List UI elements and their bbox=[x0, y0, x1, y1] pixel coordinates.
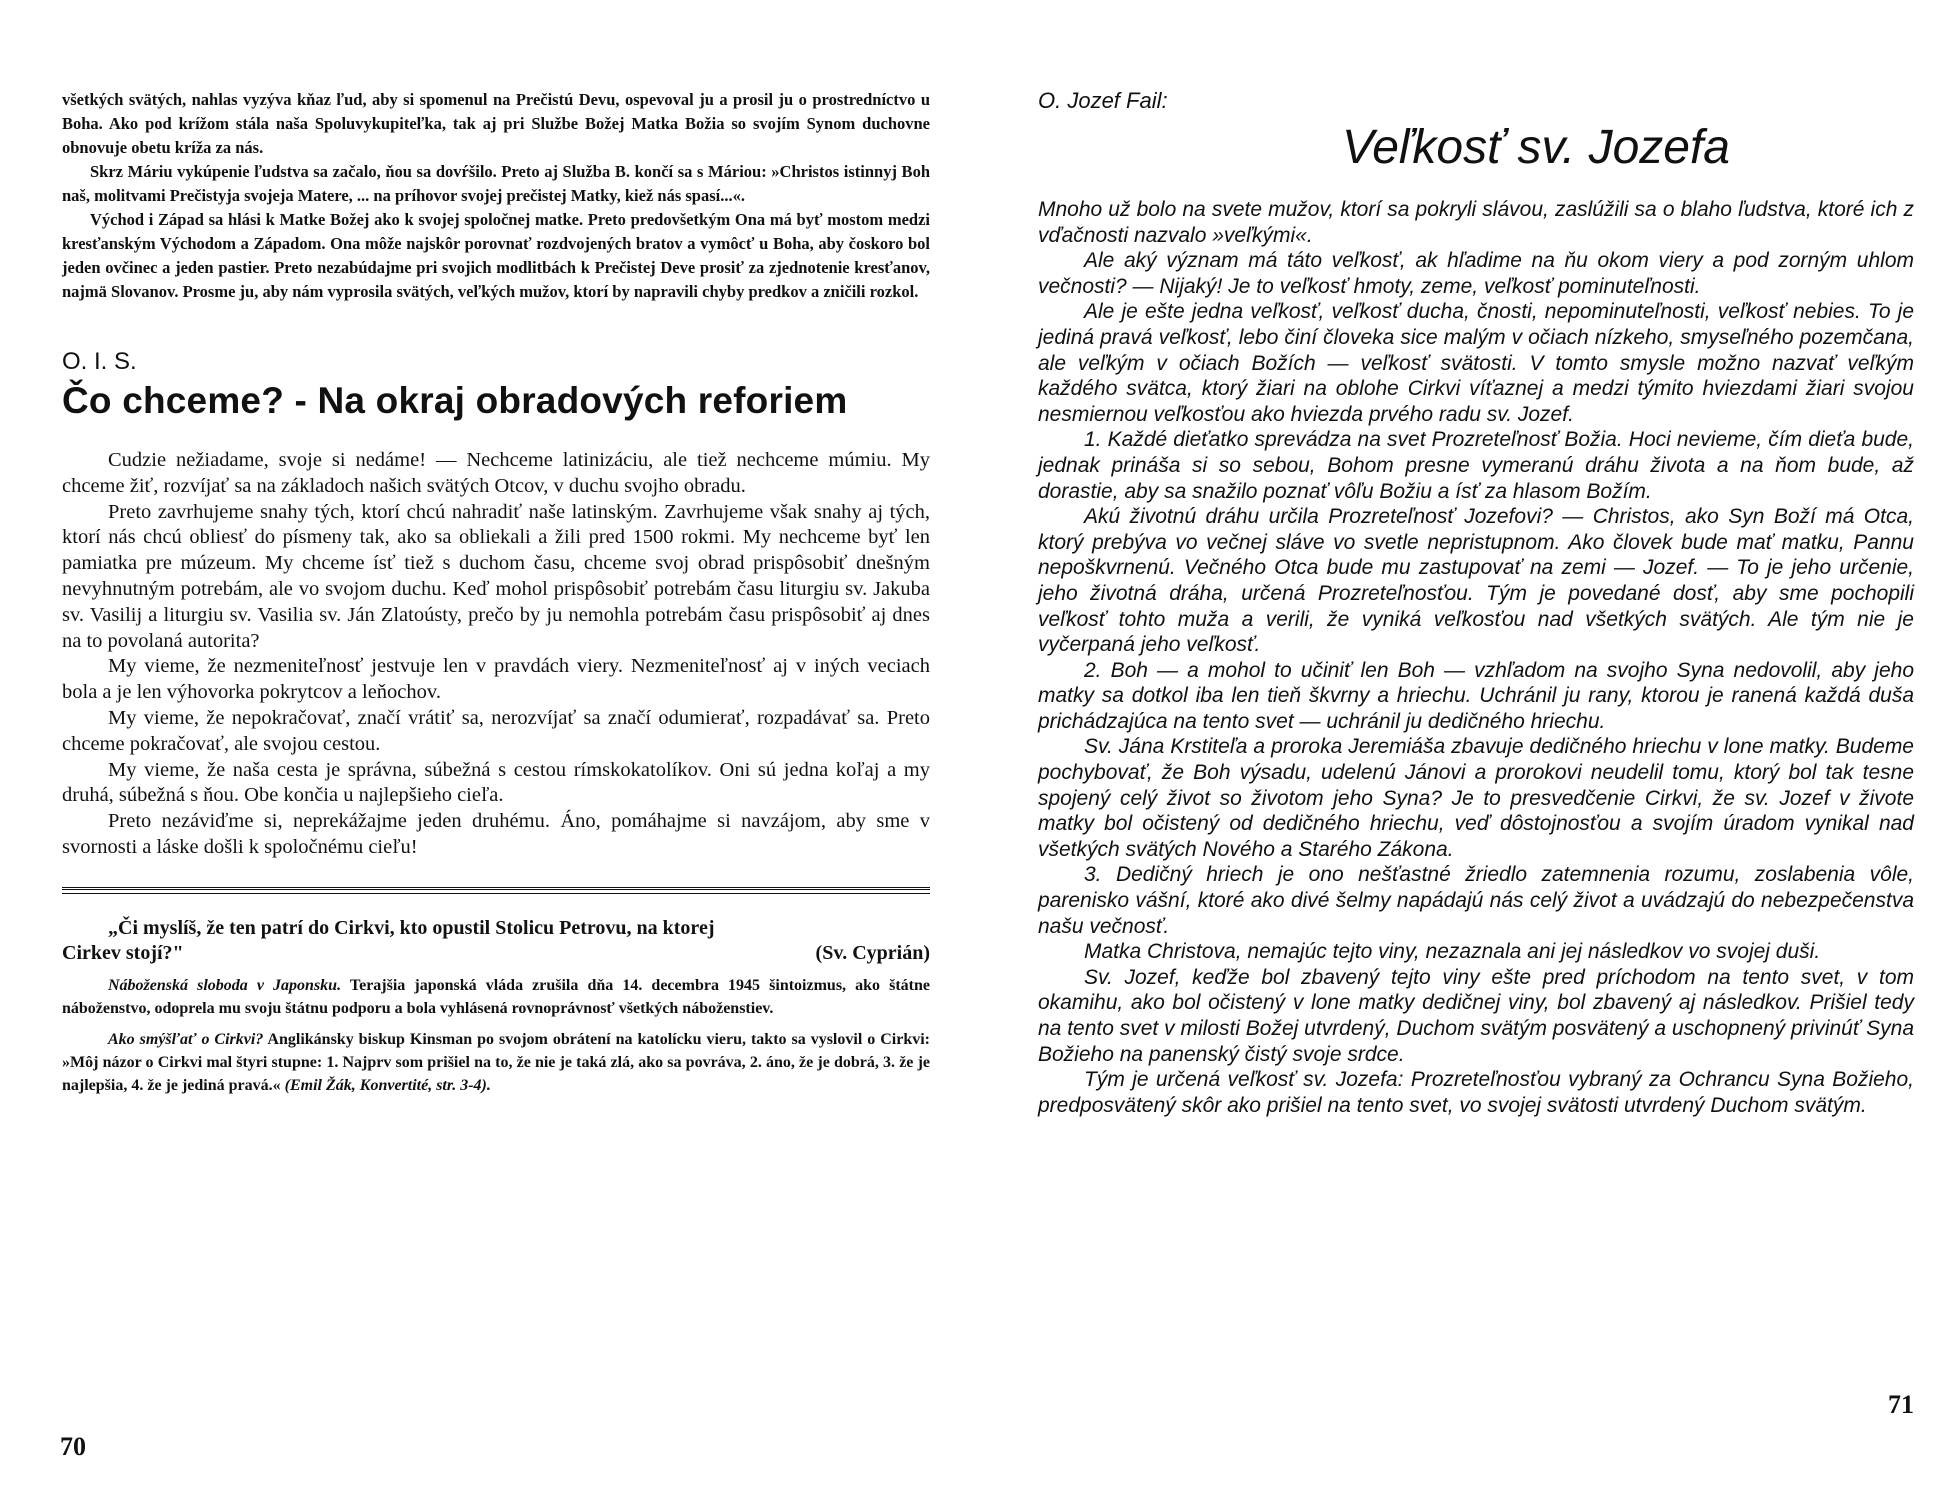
paragraph: 3. Dedičný hriech je ono nešťastné žriedlo zatemnenia rozumu, zoslabenia vôle, parenisko vášní, ktoré ako divé šelmy napádajú nás celý život a uvádzajú do nebezpečenstva našu večnosť. bbox=[1038, 863, 1914, 938]
quote-last-line bbox=[62, 941, 930, 966]
paragraph: všetkých svätých, nahlas vyzýva kňaz ľud, aby si spomenul na Prečistú Devu, ospevoval ju a prosil ju o prostredníctvo u Boha. Ako pod krížom stála naša Spoluvykupiteľka, tak aj pri Službe Božej Matka Božia so svojím Synom duchovne obnovuje obetu kríža za nás. bbox=[62, 90, 930, 157]
paragraph: Skrz Máriu vykúpenie ľudstva sa začalo, ňou sa dovŕšilo. Preto aj Služba B. končí sa s Máriou: »Christos istinnyj Boh naš, molitvami Prečistyja svojeja Matere, ... na príhovor svojej prečistej Matky, kiež nás spasí...«. bbox=[62, 162, 930, 205]
article-body bbox=[1038, 197, 1914, 1118]
paragraph: Matka Christova, nemajúc tejto viny, nezaznala ani jej následkov vo svojej duši. bbox=[1084, 940, 1821, 964]
paragraph: 1. Každé dieťatko sprevádza na svet Prozreteľnosť Božia. Hoci nevieme, čím dieťa bude, jednak prináša si so sebou, Bohom presne vymeranú dráhu života a na ňom bude, až dorastie, aby sa snažilo poznať vôľu Božiu a ísť za hlasom Božím. bbox=[1038, 428, 1914, 503]
paragraph: Akú životnú dráhu určila Prozreteľnosť Jozefovi? — Christos, ako Syn Boží má Otca, ktorý prebýva vo večnej sláve vo svetle nepristupnom. Ako človek bude mať matku, Pannu nepoškvrnenú. Večného Otca bude mu zastupovať na zemi — Jozef. — To je jeho určenie, jeho životná dráha, určená Prozreteľnosťou. Tým je povedané dosť, aby sme pochopili veľkosť tohto muža a verili, že vyniká veľkosťou nad všetkých svätých. Ale tým nie je vyčerpaná jeho veľkosť. bbox=[1038, 505, 1914, 657]
quote-source: (Sv. Cyprián) bbox=[815, 941, 930, 964]
paragraph: Ale aký význam má táto veľkosť, ak hľadime na ňu okom viery a pod zorným uhlom večnosti? — Nijaký! Je to veľkosť hmoty, zeme, veľkosť pominuteľnosti. bbox=[1038, 249, 1914, 298]
quote-end: Cirkev stojí?" bbox=[62, 941, 184, 964]
quote-block bbox=[62, 916, 930, 966]
page-number: 70 bbox=[60, 1432, 86, 1461]
article-headline: Čo chceme? - Na okraj obradových reforiem bbox=[62, 380, 848, 421]
paragraph: Preto nezáviďme si, neprekážajme jeden druhému. Áno, pomáhajme si navzájom, aby sme v svornosti a láske došli k spoločnému cieľu! bbox=[62, 810, 930, 858]
right-page bbox=[1010, 0, 1954, 1500]
paragraph: Mnoho už bolo na svete mužov, ktorí sa pokryli slávou, zaslúžili sa o blaho ľudstva, ktoré ich z vďačnosti nazvalo »veľkými«. bbox=[1038, 198, 1914, 247]
paragraph: Cudzie nežiadame, svoje si nedáme! — Nechceme latinizáciu, ale tiež nechceme múmiu. My chceme žiť, rozvíjať sa na základoch našich svätých Otcov, v duchu svojho obradu. bbox=[62, 449, 930, 497]
paragraph: Sv. Jána Krstiteľa a proroka Jeremiáša zbavuje dedičného hriechu v lone matky. Budeme pochybovať, že Boh výsadu, udelenú Jánovi a prorokovi neudelil tomu, ktorý bol tak tesne spojený celý život so životom jeho Syna? Je to presvedčenie Cirkvi, že sv. Jozef v živote matky bol očistený od dedičného hriechu, veď dôstojnosťou a svojím úradom vynikal nad všetkých svätých Nového a Starého Zákona. bbox=[1038, 735, 1914, 861]
paragraph: Sv. Jozef, keďže bol zbavený tejto viny ešte pred príchodom na tento svet, v tom okamihu, ako bol očistený v lone matky dedičnej viny, bol zbavený aj následkov. Prišiel tedy na tento svet v milosti Božej utvrdený, Duchom svätým posvätený a uschopnený privinúť Syna Božieho na panenský čistý svoje srdce. bbox=[1038, 965, 1914, 1066]
paragraph: My vieme, že naša cesta je správna, súbežná s cestou rímskokatolíkov. Oni sú jedna koľaj a my druhá, súbežná s ňou. Obe končia u najlepšieho cieľa. bbox=[62, 758, 930, 807]
article-author: O. I. S. bbox=[62, 348, 137, 375]
paragraph: Preto zavrhujeme snahy tých, ktorí chcú nahradiť naše latinským. Zavrhujeme však snahy aj tých, ktorí nás chcú obliesť do písmeny tak, ako sa obliekali a žili pred 1500 rokmi. My nechceme byť len pamiatka pre múzeum. My chceme ísť tiež s duchom času, chceme svoj obrad prispôsobiť dnešným nevyhnutným potrebám, ale vo svojom duchu. Keď mohol prispôsobiť potrebám času liturgiu sv. Jakuba sv. Vasilij a liturgiu sv. Vasilia sv. Ján Zlatoústy, prečo by ju nemohla potrebám času prispôsobiť aj dnes na to povolaná autorita? bbox=[62, 500, 930, 652]
paragraph: Tým je určená veľkosť sv. Jozefa: Prozreteľnosťou vybraný za Ochrancu Syna Božieho, predposvätený skôr ako prišiel na tento svet, vo svojej svätosti utvrdený Duchom svätým. bbox=[1038, 1068, 1914, 1117]
page-number: 71 bbox=[1888, 1390, 1914, 1419]
news-lead: Ako smýšľať o Cirkvi? bbox=[108, 1030, 264, 1048]
news-text: Anglikánsky biskup Kinsman po svojom obrátení na katolícku vieru, takto sa vyslovil o Cirkvi: »Môj názor o Cirkvi mal štyri stupne: 1. Najprv som prišiel na to, že nie je taká zlá, ako sa povráva, 2. áno, že je dobrá, 3. že je najlepšia, 4. že je jediná pravá.« bbox=[62, 1030, 930, 1094]
article-author: O. Jozef Fail: bbox=[1038, 88, 1168, 113]
news-text: Terajšia japonská vláda zrušila dňa 14. decembra 1945 šintoizmus, ako štátne náboženstvo, odoprela mu svoju štátnu podporu a bola vyhlásená rovnoprávnosť všetkých náboženstiev. bbox=[62, 976, 930, 1017]
left-page bbox=[0, 0, 960, 1500]
article-body bbox=[62, 448, 930, 861]
news-item bbox=[62, 1028, 930, 1097]
paragraph: 2. Boh — a mohol to učiniť len Boh — vzhľadom na svojho Syna nedovolil, aby jeho matky sa dotkol iba len tieň škvrny a hriechu. Uchránil ju rany, ktorou je ranená každá duša prichádzajúca na tento svet — uchránil ju dedičného hriechu. bbox=[1038, 658, 1914, 733]
news-lead: Náboženská sloboda v Japonsku. bbox=[108, 976, 342, 994]
section-divider bbox=[62, 887, 930, 894]
paragraph: Ale je ešte jedna veľkosť, veľkosť ducha, čnosti, nepominuteľnosti, veľkosť nebies. To je jediná pravá veľkosť, lebo činí človeka sice malým v očiach nízkeho, smyseľného pozemčana, ale veľkým v očiach Božích — veľkosť svätosti. V tomto smysle možno nazvať veľkým každého svätca, ktorý žiari na oblohe Cirkvi víťaznej a medzi týmito hviezdami žiari svojou nesmiernou veľkosťou ako hviezda prvého radu sv. Jozef. bbox=[1038, 300, 1914, 426]
quote-text: „Či myslíš, že ten patrí do Cirkvi, kto opustil Stolicu Petrovu, na ktorej bbox=[108, 916, 715, 939]
continued-article bbox=[62, 88, 930, 304]
news-item bbox=[62, 974, 930, 1020]
paragraph: My vieme, že nezmeniteľnosť jestvuje len v pravdách viery. Nezmeniteľnosť aj v iných veciach bola a je len výhovorka pokrytcov a leňochov. bbox=[62, 655, 930, 704]
article-title: Veľkosť sv. Jozefa bbox=[1342, 121, 1730, 174]
paragraph: My vieme, že nepokračovať, značí vrátiť sa, nerozvíjať sa značí odumierať, rozpadávať sa. Preto chceme pokračovať, ale svojou cestou. bbox=[62, 706, 930, 755]
news-source: (Emil Žák, Konvertité, str. 3-4). bbox=[284, 1076, 491, 1094]
paragraph: Východ i Západ sa hlási k Matke Božej ako k svojej spoločnej matke. Preto predovšetkým Ona má byť mostom medzi kresťanským Východom a Západom. Ona môže najskôr porovnať rozdvojených bratov a vymôcť u Boha, aby čoskoro bol jeden ovčinec a jeden pastier. Preto nezabúdajme pri svojich modlitbách k Prečistej Deve prosiť za zjednotenie kresťanov, najmä Slovanov. Prosme ju, aby nám vyprosila svätých, veľkých mužov, ktorí by napravili chyby predkov a zničili rozkol. bbox=[62, 210, 930, 301]
